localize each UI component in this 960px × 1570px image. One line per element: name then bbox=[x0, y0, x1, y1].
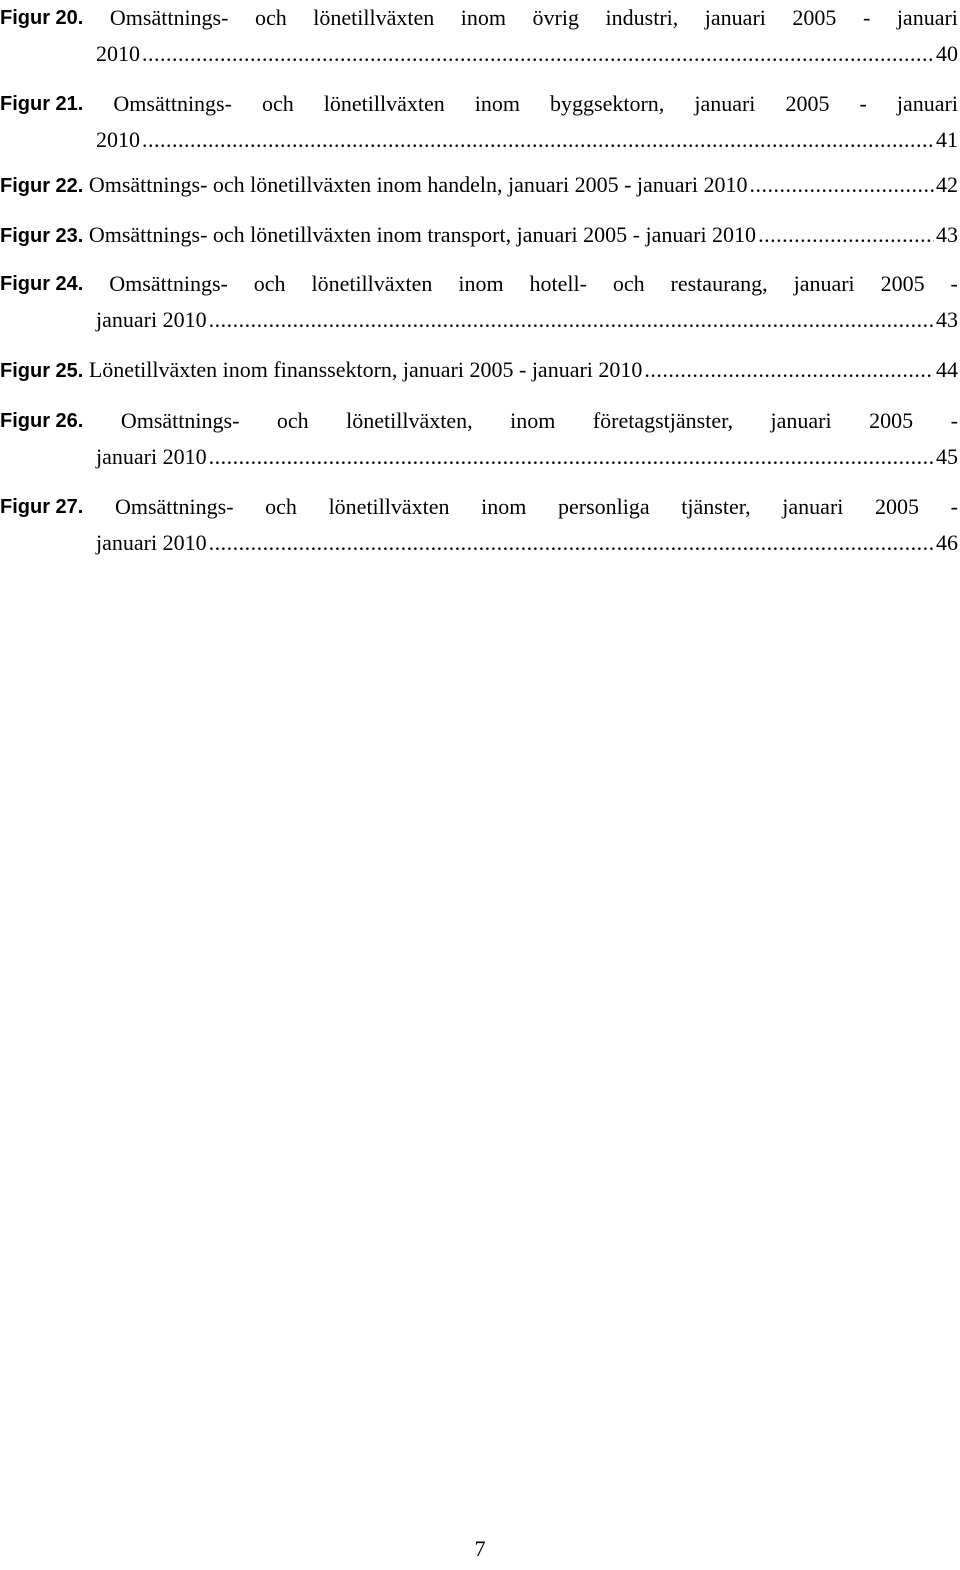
toc-entry-title bbox=[0, 0, 958, 36]
toc-entry-line bbox=[0, 167, 958, 203]
toc-entry-line bbox=[0, 0, 958, 36]
page-ref: 40 bbox=[936, 41, 958, 66]
title-word: januari bbox=[896, 5, 958, 30]
title-word: restaurang, bbox=[670, 271, 768, 296]
toc-entry-title bbox=[0, 266, 958, 302]
toc-entry-line bbox=[0, 489, 958, 525]
dot-leader bbox=[209, 302, 934, 338]
dot-leader bbox=[209, 525, 934, 561]
title-word: Omsättnings- bbox=[114, 494, 234, 519]
toc-entry-line bbox=[0, 302, 958, 338]
toc-entry-title bbox=[0, 403, 958, 439]
toc-entry[interactable] bbox=[0, 403, 958, 475]
title-word: tjänster, bbox=[681, 494, 751, 519]
page-ref: 42 bbox=[936, 172, 958, 197]
figure-label: Figur 25. bbox=[0, 360, 84, 382]
title-word: - bbox=[862, 5, 871, 30]
title-word: byggsektorn, bbox=[550, 91, 665, 116]
figure-label: Figur 23. bbox=[0, 225, 84, 247]
title-continuation: 2010 bbox=[96, 41, 140, 66]
toc-entry[interactable] bbox=[0, 0, 958, 72]
toc-entry-title: Lönetillväxten inom finanssektorn, januari 2005 - januari 2010 bbox=[88, 357, 643, 382]
toc-entry[interactable] bbox=[0, 86, 958, 158]
toc-entry-line bbox=[0, 352, 958, 388]
toc-entry[interactable] bbox=[0, 217, 958, 253]
page-ref: 43 bbox=[936, 307, 958, 332]
title-word: - bbox=[950, 494, 958, 519]
figure-label: Figur 20. bbox=[0, 7, 84, 29]
toc-entry[interactable] bbox=[0, 167, 958, 203]
toc-entry-line bbox=[0, 122, 958, 158]
title-word: inom bbox=[474, 91, 521, 116]
title-word: januari bbox=[896, 91, 958, 116]
toc-entry[interactable] bbox=[0, 352, 958, 388]
title-word: och bbox=[612, 271, 645, 296]
dot-leader bbox=[644, 352, 934, 388]
title-word: övrig bbox=[532, 5, 579, 30]
title-word: Omsättnings- bbox=[120, 408, 240, 433]
title-word: Omsättnings- bbox=[109, 271, 228, 296]
title-word: Omsättnings- bbox=[113, 91, 232, 116]
title-word: Omsättnings- bbox=[109, 5, 229, 30]
toc-entry-line bbox=[0, 36, 958, 72]
toc-entry-line bbox=[0, 403, 958, 439]
title-continuation: 2010 bbox=[96, 127, 140, 152]
title-word: - bbox=[950, 408, 958, 433]
title-word: 2005 bbox=[792, 5, 837, 30]
page-ref: 44 bbox=[936, 357, 958, 382]
toc-entry[interactable] bbox=[0, 266, 958, 338]
page-ref: 46 bbox=[936, 530, 958, 555]
dot-leader bbox=[209, 439, 934, 475]
title-word: hotell- bbox=[529, 271, 587, 296]
title-word: januari bbox=[782, 494, 844, 519]
title-continuation: januari 2010 bbox=[96, 444, 207, 469]
toc-entry-line bbox=[0, 86, 958, 122]
toc-entry-title bbox=[0, 489, 958, 525]
page-ref: 41 bbox=[936, 127, 958, 152]
title-word: och bbox=[253, 271, 286, 296]
title-word: inom bbox=[510, 408, 556, 433]
title-word: inom bbox=[460, 5, 507, 30]
dot-leader bbox=[142, 36, 934, 72]
title-word: - bbox=[950, 271, 958, 296]
title-word: januari bbox=[770, 408, 832, 433]
page-ref: 43 bbox=[936, 222, 958, 247]
dot-leader bbox=[750, 167, 935, 203]
toc-entry-line bbox=[0, 525, 958, 561]
title-word: inom bbox=[481, 494, 527, 519]
title-word: och bbox=[276, 408, 309, 433]
title-word: 2005 bbox=[869, 408, 914, 433]
title-word: och bbox=[261, 91, 294, 116]
toc-entry-title: Omsättnings- och lönetillväxten inom handeln, januari 2005 - januari 2010 bbox=[88, 172, 748, 197]
figure-label: Figur 24. bbox=[0, 273, 84, 295]
page-number: 7 bbox=[474, 1536, 486, 1561]
title-continuation: januari 2010 bbox=[96, 307, 207, 332]
toc-entry-line bbox=[0, 217, 958, 253]
figure-label: Figur 27. bbox=[0, 496, 84, 518]
title-word: lönetillväxten bbox=[328, 494, 450, 519]
figure-label: Figur 22. bbox=[0, 175, 84, 197]
dot-leader bbox=[142, 122, 934, 158]
title-word: och bbox=[265, 494, 297, 519]
dot-leader bbox=[758, 217, 934, 253]
title-word: industri, bbox=[605, 5, 679, 30]
title-word: företagstjänster, bbox=[592, 408, 734, 433]
title-word: 2005 bbox=[785, 91, 830, 116]
title-word: - bbox=[859, 91, 867, 116]
toc-entry-line bbox=[0, 439, 958, 475]
toc-entry-title bbox=[0, 86, 958, 122]
title-word: lönetillväxten bbox=[311, 271, 433, 296]
title-word: och bbox=[254, 5, 287, 30]
title-word: inom bbox=[458, 271, 504, 296]
title-word: personliga bbox=[558, 494, 650, 519]
title-word: 2005 bbox=[875, 494, 920, 519]
page-ref: 45 bbox=[936, 444, 958, 469]
title-word: lönetillväxten, bbox=[346, 408, 473, 433]
title-word: 2005 bbox=[880, 271, 925, 296]
figure-label: Figur 21. bbox=[0, 93, 84, 115]
title-word: januari bbox=[694, 91, 756, 116]
title-word: lönetillväxten bbox=[323, 91, 445, 116]
title-continuation: januari 2010 bbox=[96, 530, 207, 555]
figure-label: Figur 26. bbox=[0, 410, 84, 432]
toc-entry-title: Omsättnings- och lönetillväxten inom transport, januari 2005 - januari 2010 bbox=[88, 222, 757, 247]
toc-entry-line bbox=[0, 266, 958, 302]
title-word: januari bbox=[704, 5, 766, 30]
title-word: lönetillväxten bbox=[313, 5, 435, 30]
toc-entry[interactable] bbox=[0, 489, 958, 561]
title-word: januari bbox=[793, 271, 855, 296]
